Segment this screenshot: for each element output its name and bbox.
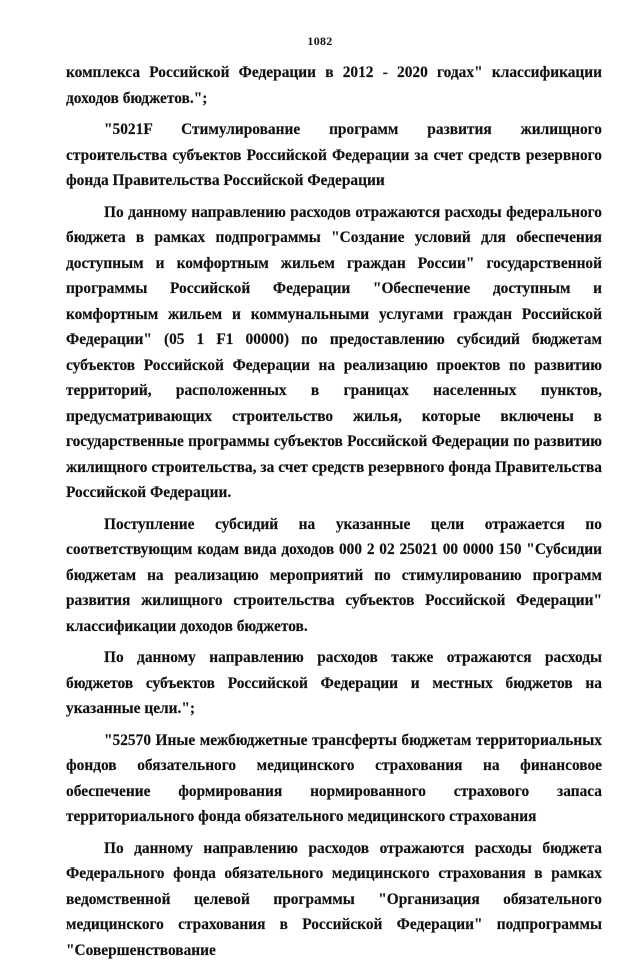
paragraph-ffoms-expenses: По данному направлению расходов отражаются расходы бюджета Федерального фонда обязательного медицинского страхования в рамках ведомственной целевой программы "Организация обязательного медицинского страхования в Российской Федерации" подпрограммы "Совершенствование bbox=[66, 836, 602, 963]
paragraph-code-52570: "52570 Иные межбюджетные трансферты бюджетам территориальных фондов обязательного медицинского страхования на финансовое обеспечение формирования нормированного страхового запаса территориального фонда обязательного медицинского страхования bbox=[66, 728, 602, 830]
paragraph-expense-description: По данному направлению расходов отражаются расходы федерального бюджета в рамках подпрограммы "Создание условий для обеспечения доступным и комфортным жильем граждан России" государственной программы Российской Федерации "Обеспечение доступным и комфортным жильем и коммунальными услугами граждан Российской Федерации" (05 1 F1 00000) по предоставлению субсидий бюджетам субъектов Российской Федерации на реализацию проектов по развитию территорий, расположенных в границах населенных пунктов, предусматривающих строительство жилья, которые включены в государственные программы субъектов Российской Федерации по развитию жилищного строительства, за счет средств резервного фонда Правительства Российской Федерации. bbox=[66, 200, 602, 506]
paragraph-continuation: комплекса Российской Федерации в 2012 - 2020 годах" классификации доходов бюджетов."; bbox=[66, 60, 602, 111]
paragraph-regional-expenses: По данному направлению расходов также отражаются расходы бюджетов субъектов Российской Федерации и местных бюджетов на указанные цели."; bbox=[66, 645, 602, 722]
paragraph-income-codes: Поступление субсидий на указанные цели отражается по соответствующим кодам вида доходов 000 2 02 25021 00 0000 150 "Субсидии бюджетам на реализацию мероприятий по стимулированию программ развития жилищного строительства субъектов Российской Федерации" классификации доходов бюджетов. bbox=[66, 512, 602, 640]
page-number: 1082 bbox=[0, 34, 640, 49]
document-body bbox=[66, 60, 602, 963]
paragraph-code-5021f: "5021F Стимулирование программ развития жилищного строительства субъектов Российской Федерации за счет средств резервного фонда Правительства Российской Федерации bbox=[66, 117, 602, 194]
